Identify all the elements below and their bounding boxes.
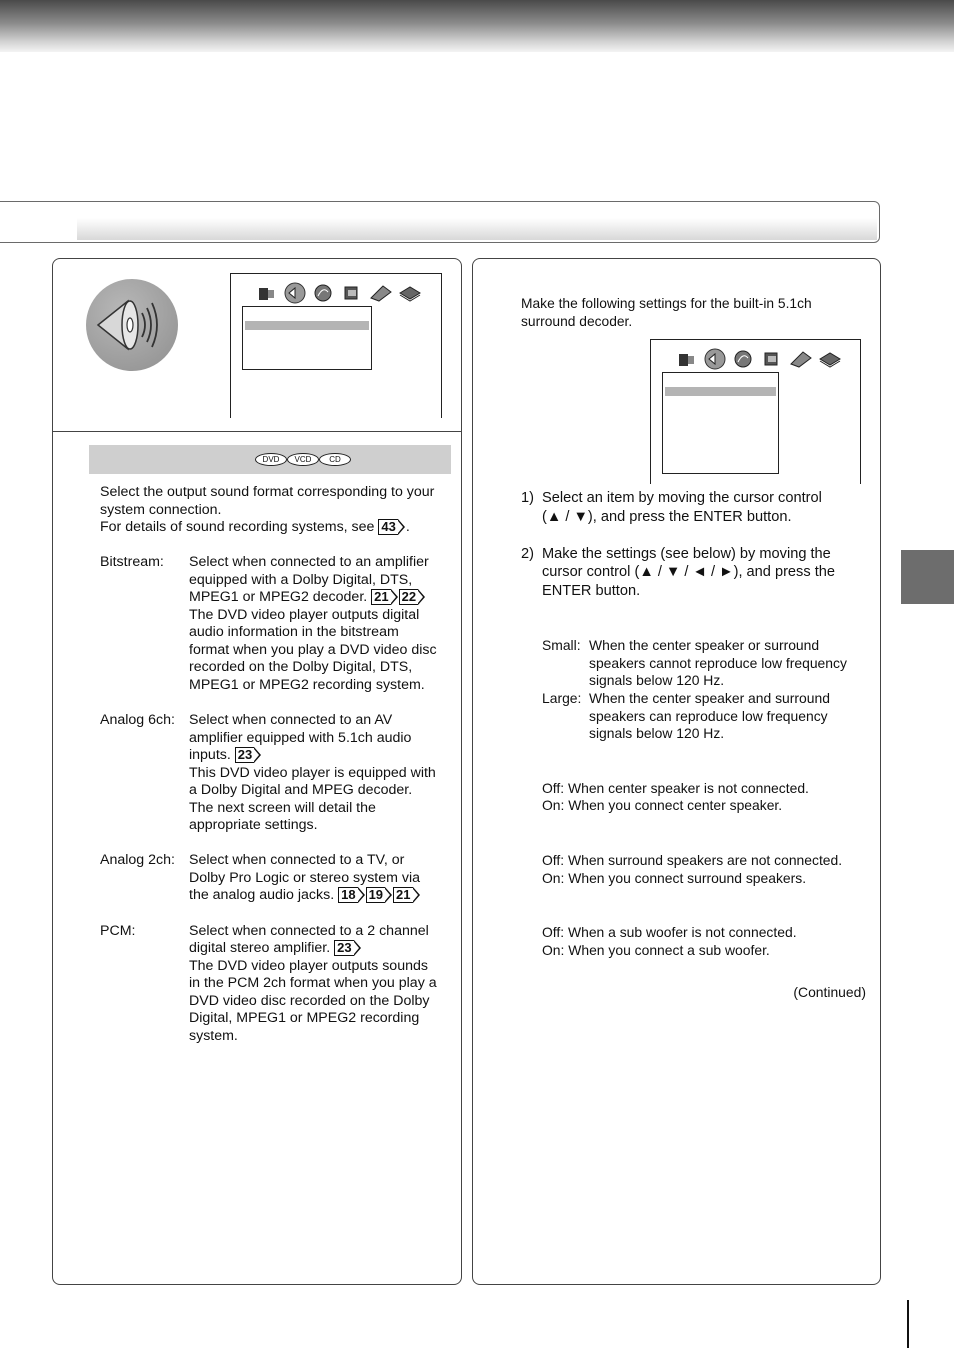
continued-note: (Continued) <box>793 984 866 1000</box>
bitstream-text: equipped with a Dolby Digital, DTS, <box>189 572 413 588</box>
right-intro: Make the following settings for the built-in 5.1ch <box>521 296 812 311</box>
format-header-bar <box>89 445 451 474</box>
analog6-text: appropriate settings. <box>189 817 318 833</box>
pcm-label: PCM: <box>100 923 136 939</box>
osd-setup-menu <box>230 273 442 418</box>
step2-text: Make the settings (see below) by moving the <box>542 546 831 562</box>
audio-output-panel <box>52 258 462 1285</box>
intro-line: system connection. <box>100 502 222 518</box>
small-text: When the center speaker or surround <box>589 637 820 653</box>
osd-submenu <box>242 306 372 370</box>
analog2-label: Analog 2ch: <box>100 852 175 868</box>
speaker-icon <box>86 279 178 371</box>
analog6-text: a Dolby Digital and MPEG decoder. <box>189 782 413 798</box>
operation-icon <box>369 284 393 302</box>
pcm-text: system. <box>189 1028 238 1044</box>
operation-icon <box>789 350 813 368</box>
audio-icon <box>704 348 726 370</box>
bitstream-text: The DVD video player outputs digital <box>189 607 420 623</box>
cd-badge: CD <box>319 453 351 466</box>
bitstream-text: Select when connected to an amplifier <box>189 554 429 570</box>
analog6-text: Select when connected to an AV <box>189 712 393 728</box>
page-ref[interactable]: 21 <box>371 589 390 605</box>
language-icon <box>313 283 333 303</box>
subwoofer-on: On: When you connect a sub woofer. <box>542 942 770 958</box>
display-icon <box>762 350 782 368</box>
page-ref[interactable]: 22 <box>399 589 418 605</box>
step-number: 2) <box>521 546 534 562</box>
pcm-text-ref: digital stereo amplifier. 23 <box>189 940 352 956</box>
analog6-text: The next screen will detail the <box>189 800 376 816</box>
center-on: On: When you connect center speaker. <box>542 797 783 813</box>
panel-divider <box>53 431 461 432</box>
bitstream-label: Bitstream: <box>100 554 164 570</box>
intro-line-ref: For details of sound recording systems, see 43 . <box>100 519 410 535</box>
analog2-text: Select when connected to a TV, or <box>189 852 405 868</box>
picture-icon <box>257 284 277 302</box>
analog2-text-ref: the analog audio jacks. 18 19 21 <box>189 887 411 903</box>
subwoofer-off: Off: When a sub woofer is not connected. <box>542 924 797 940</box>
page-ref[interactable]: 23 <box>235 747 254 763</box>
chapter-side-tab <box>901 550 954 604</box>
analog6-label: Analog 6ch: <box>100 712 175 728</box>
language-icon <box>733 349 753 369</box>
step2-text: cursor control (▲ / ▼ / ◄ / ►), and press the <box>542 564 835 580</box>
center-off: Off: When center speaker is not connected. <box>542 780 809 796</box>
large-text: signals below 120 Hz. <box>589 725 725 741</box>
surround-off: Off: When surround speakers are not connected. <box>542 852 843 868</box>
osd-setup-menu <box>650 339 861 484</box>
small-text: speakers cannot reproduce low frequency <box>589 655 847 671</box>
bitstream-text: MPEG1 or MPEG2 recording system. <box>189 677 425 693</box>
initial-setup-icon <box>398 284 422 302</box>
page-ref[interactable]: 21 <box>393 887 412 903</box>
small-label: Small: <box>542 637 581 653</box>
initial-setup-icon <box>818 350 842 368</box>
page-edge-mark <box>907 1300 909 1348</box>
large-text: When the center speaker and surround <box>589 690 830 706</box>
vcd-badge: VCD <box>287 453 319 466</box>
step-number: 1) <box>521 490 534 506</box>
speaker-settings-panel <box>472 258 881 1285</box>
page-ref[interactable]: 18 <box>338 887 357 903</box>
large-text: speakers can reproduce low frequency <box>589 708 828 724</box>
top-gradient-band <box>0 0 954 52</box>
osd-submenu <box>662 372 779 474</box>
analog2-text: Dolby Pro Logic or stereo system via <box>189 870 421 886</box>
surround-on: On: When you connect surround speakers. <box>542 870 807 886</box>
pcm-text: Select when connected to a 2 channel <box>189 923 429 939</box>
page-ref[interactable]: 23 <box>334 940 353 956</box>
pcm-text: Digital, MPEG1 or MPEG2 recording <box>189 1010 420 1026</box>
step1-text: Select an item by moving the cursor control <box>542 490 822 506</box>
dvd-badge: DVD <box>255 453 287 466</box>
section-title-bar <box>0 201 880 243</box>
intro-line: Select the output sound format corresponding to your <box>100 484 435 500</box>
bitstream-text: recorded on the Dolby Digital, DTS, <box>189 659 413 675</box>
bitstream-text: format when you play a DVD video disc <box>189 642 437 658</box>
page-ref[interactable]: 43 <box>378 519 397 535</box>
large-label: Large: <box>542 690 582 706</box>
small-text: signals below 120 Hz. <box>589 672 725 688</box>
right-intro: surround decoder. <box>521 314 633 329</box>
analog6-text-ref: inputs. 23 <box>189 747 253 763</box>
page-ref[interactable]: 19 <box>366 887 385 903</box>
display-icon <box>342 284 362 302</box>
bitstream-text: audio information in the bitstream <box>189 624 399 640</box>
pcm-text: DVD video disc recorded on the Dolby <box>189 993 430 1009</box>
step1-text: (▲ / ▼), and press the ENTER button. <box>542 509 792 525</box>
bitstream-text-ref: MPEG1 or MPEG2 decoder. 21 22 <box>189 589 417 605</box>
pcm-text: The DVD video player outputs sounds <box>189 958 428 974</box>
analog6-text: amplifier equipped with 5.1ch audio <box>189 730 412 746</box>
step2-text: ENTER button. <box>542 583 641 599</box>
analog6-text: This DVD video player is equipped with <box>189 765 436 781</box>
picture-icon <box>677 350 697 368</box>
audio-icon <box>284 282 306 304</box>
pcm-text: in the PCM 2ch format when you play a <box>189 975 437 991</box>
